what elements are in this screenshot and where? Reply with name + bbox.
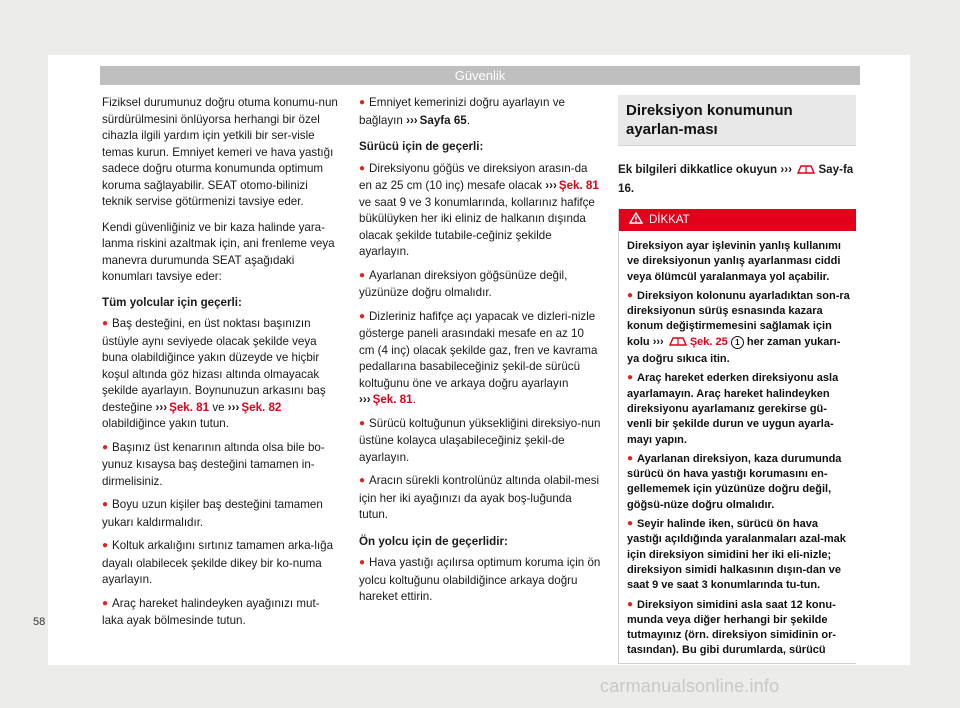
warning-item: ● Ayarlanan direksiyon, kaza durumunda sürücü ön hava yastığı korumasını en-gellememek için yüzünüze doğru değil, göğsü-nüze doğru olmalıdır. bbox=[627, 452, 842, 511]
figure-link[interactable]: Şek. 25 bbox=[689, 335, 728, 348]
watermark: carmanualsonline.info bbox=[600, 676, 780, 696]
bullet-icon: ● bbox=[102, 441, 109, 453]
page-link[interactable]: Say-fa 16 bbox=[618, 163, 854, 195]
bullet-icon: ● bbox=[627, 289, 634, 301]
list-item: ● Direksiyonu göğüs ve direksiyon arasın-da en az 25 cm (10 inç) mesafe olacak ››› Şek. 81 ve saat 9 ve 3 konumlarında, kollarınız hafifçe bükülüyken her iki eliniz de halkanın dışında olacak şekilde tutabile-ceğiniz şekilde ayarlayın. bbox=[359, 161, 599, 258]
callout-number: 1 bbox=[731, 336, 744, 349]
intro-line: Ek bilgileri dikkatlice okuyun ››› Say-fa 16. bbox=[618, 163, 854, 195]
list-item: ● Boyu uzun kişiler baş desteğini tamamen yukarı kaldırmalıdır. bbox=[102, 498, 323, 529]
section-header: Güvenlik bbox=[100, 66, 860, 85]
bullet-icon: ● bbox=[102, 540, 109, 551]
list-item: ● Emniyet kemerinizi doğru ayarlayın ve bağlayın ››› Sayfa 65. bbox=[359, 96, 565, 127]
bullet-icon: ● bbox=[627, 518, 634, 530]
arrow-icon: ››› bbox=[227, 400, 240, 414]
bullet-icon: ● bbox=[359, 269, 366, 281]
arrow-icon: ››› bbox=[359, 393, 371, 406]
warning-box bbox=[618, 209, 856, 664]
page-number: 58 bbox=[33, 616, 46, 628]
book-icon bbox=[797, 163, 815, 181]
warning-item: ● Direksiyon kolonunu ayarladıktan son-ra direksiyonun sürüş esnasında kazara konum değiştirmemesini sağlamak için kolu ››› Şek. 25 1 her zaman yukarı-ya doğru sıkıca itin. bbox=[627, 289, 850, 366]
column-1 bbox=[102, 95, 340, 637]
bullet-icon: ● bbox=[102, 318, 109, 329]
subheading: Tüm yolcular için geçerli: bbox=[102, 295, 242, 309]
bullet-icon: ● bbox=[102, 597, 109, 609]
list-item: ● Aracın sürekli kontrolünüz altında olabil-mesi için her iki ayağınızı da ayak boş-luğunda tutun. bbox=[359, 474, 600, 521]
list-item: ● Hava yastığı açılırsa optimum koruma için ön yolcu koltuğunu olabildiğince arkaya doğru hareket ettirin. bbox=[359, 556, 601, 603]
arrow-icon: ››› bbox=[652, 335, 664, 348]
bullet-icon: ● bbox=[359, 417, 366, 429]
arrow-icon: ››› bbox=[406, 113, 418, 127]
figure-link[interactable]: Şek. 81 bbox=[169, 400, 210, 414]
column-3 bbox=[618, 95, 856, 664]
bullet-icon: ● bbox=[359, 475, 366, 486]
bullet-icon: ● bbox=[359, 162, 366, 174]
bullet-icon: ● bbox=[359, 97, 366, 108]
arrow-icon: ››› bbox=[155, 400, 168, 414]
column-2 bbox=[359, 95, 601, 613]
paragraph: Kendi güvenliğiniz ve bir kaza halinde yara-lanma riskini azaltmak için, ani frenleme veya manevra durumunda SEAT aşağıdaki konumları tavsiye eder: bbox=[102, 220, 335, 283]
arrow-icon: ››› bbox=[545, 179, 557, 192]
section-title: Direksiyon konumunun ayarlan-ması bbox=[618, 95, 856, 146]
figure-link[interactable]: Şek. 81 bbox=[372, 393, 413, 406]
bullet-icon: ● bbox=[627, 452, 634, 464]
bullet-icon: ● bbox=[359, 557, 366, 568]
paragraph: Fiziksel durumunuz doğru otuma konumu-nun sürdürülmesini önlüyorsa herhangi bir özel cihazla ilgili yardım için yetkili bir ser-visle temas kurun. Emniyet kemeri ve hava yastığı sadece doğru oturma konumunda optimum koruma sağlayabilir. SEAT otomo-bilinizi teknik servise götürmenizi tavsiye eder. bbox=[102, 96, 338, 208]
arrow-icon: ››› bbox=[780, 163, 792, 176]
warning-item: ● Seyir halinde iken, sürücü ön hava yastığı açıldığında yaralanmaları azal-mak için direksiyon simidini her iki eli-nizle; direksiyon simidi halkasının dışın-dan ve saat 9 ve saat 3 konumlarında tu-tun. bbox=[627, 518, 846, 592]
list-item: ● Başınız üst kenarının altında olsa bile bo-yunuz kısaysa baş desteğini tamamen in-dirmelisiniz. bbox=[102, 440, 325, 488]
warning-text: Direksiyon ayar işlevinin yanlış kullanımı ve direksiyonun yanlış ayarlanması ciddi veya ölümcül yaralanmaya yol açabilir. bbox=[627, 240, 841, 283]
list-item: ● Araç hareket halindeyken ayağınızı mut-laka ayak bölmesinde tutun. bbox=[102, 596, 320, 627]
subheading: Sürücü için de geçerli: bbox=[359, 140, 484, 153]
figure-link[interactable]: Şek. 81 bbox=[558, 179, 599, 192]
page-link[interactable]: Sayfa 65 bbox=[419, 113, 467, 127]
list-item: ● Koltuk arkalığını sırtınız tamamen arka-lığa dayalı olabilecek şekilde dikey bir ko-numa ayarlayın. bbox=[102, 539, 334, 586]
warning-item: ● Araç hareket ederken direksiyonu asla ayarlamayın. Araç hareket halindeyken direksiyonu ayarlamanız gerekirse gü-venli bir şekilde durun ve uygun ayarla-mayı yapın. bbox=[627, 372, 839, 446]
book-icon bbox=[669, 335, 687, 352]
list-item: ● Ayarlanan direksiyon göğsünüze değil, yüzünüze doğru olmalıdır. bbox=[359, 268, 568, 299]
figure-link[interactable]: Şek. 82 bbox=[241, 400, 282, 414]
warning-triangle-icon bbox=[629, 212, 643, 224]
subheading: Ön yolcu için de geçerlidir: bbox=[359, 534, 508, 548]
list-item: ● Sürücü koltuğunun yüksekliğini direksiyo-nun üstüne kolayca ulaşabileceğiniz şekil-de ayarlayın. bbox=[359, 416, 601, 464]
bullet-icon: ● bbox=[627, 598, 634, 610]
warning-item: ● Direksiyon simidini asla saat 12 konu-munda veya diğer herhangi bir şekilde tutmayınız (örn. direksiyon simidinin or-tasından). Bu gibi durumlarda, sürücü bbox=[627, 598, 837, 657]
warning-header: DİKKAT bbox=[619, 209, 856, 231]
list-item: ● Baş desteğini, en üst noktası başınızın üstüyle aynı seviyede olacak şekilde veya buna olabildiğince yakın düzeyde ve hiçbir koşul altında göz hizası altında olmayacak şekilde ayarlayın. Boynunuzun arkasını baş desteğine ››› Şek. 81 ve ››› Şek. 82 olabildiğince yakın tutun. bbox=[102, 317, 326, 430]
bullet-icon: ● bbox=[627, 372, 634, 384]
list-item: ● Dizleriniz hafifçe açı yapacak ve dizleri-nizle gösterge paneli arasındaki mesafe en az 10 cm (4 inç) olacak şekilde gaz, fren ve kavrama pedallarına basabileceğiniz şekil-de sürücü koltuğunu öne ve arkaya doğru ayarlayın ››› Şek. 81. bbox=[359, 309, 598, 406]
bullet-icon: ● bbox=[102, 499, 109, 510]
bullet-icon: ● bbox=[359, 310, 366, 322]
warning-body bbox=[619, 231, 856, 659]
